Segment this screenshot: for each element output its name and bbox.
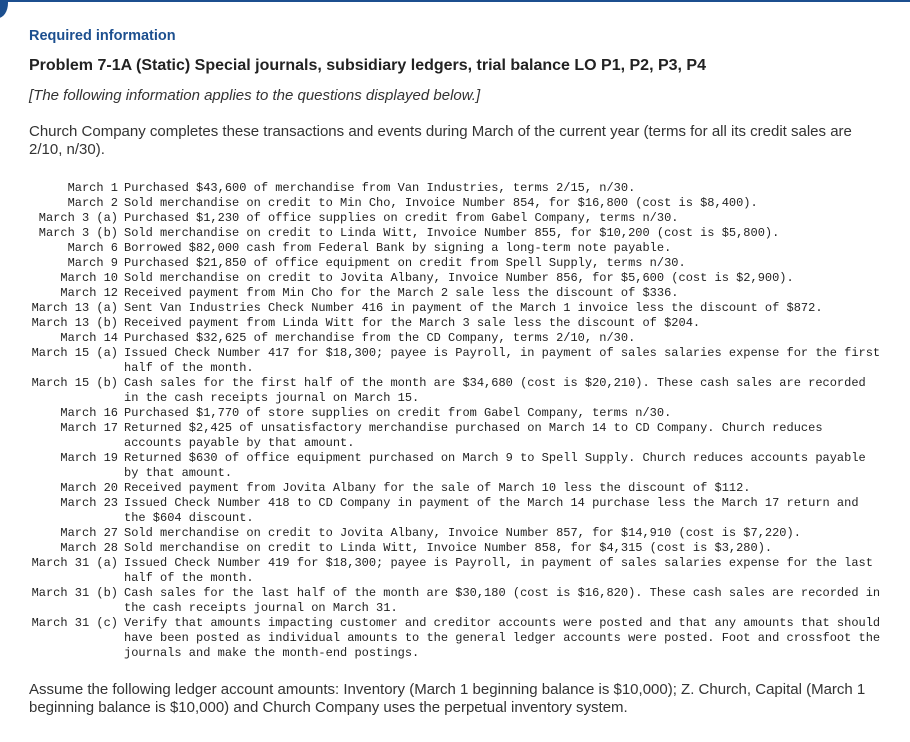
transaction-text: Verify that amounts impacting customer and creditor accounts were posted and that any amounts that should have been posted as individual amounts to the general ledger accounts were posted. Foot and crossfoot the journals and make the month-end postings.: [124, 616, 881, 660]
transaction-date: March 20: [60, 481, 118, 495]
transaction-text: Returned $2,425 of unsatisfactory merchandise purchased on March 14 to CD Company. Church reduces accounts payable by that amount.: [124, 421, 823, 450]
transaction-row: [24, 331, 884, 346]
transaction-text: Received payment from Jovita Albany for the sale of March 10 less the discount of $112.: [124, 481, 751, 495]
top-divider: [0, 0, 910, 2]
transaction-row: [24, 451, 884, 481]
transaction-text: Sold merchandise on credit to Min Cho, Invoice Number 854, for $16,800 (cost is $8,400).: [124, 196, 758, 210]
transaction-date: March 31 (b): [31, 586, 118, 600]
transaction-row: [24, 241, 884, 256]
transaction-row: [24, 376, 884, 406]
transaction-date: March 2: [67, 196, 118, 210]
transaction-text: Issued Check Number 419 for $18,300; payee is Payroll, in payment of sales salaries expense for the last half of the month.: [124, 556, 873, 585]
transaction-row: [24, 301, 884, 316]
transaction-text: Purchased $21,850 of office equipment on credit from Spell Supply, terms n/30.: [124, 256, 686, 270]
transaction-date: March 9: [67, 256, 118, 270]
transaction-text: Sold merchandise on credit to Jovita Albany, Invoice Number 857, for $14,910 (cost is $7,220).: [124, 526, 801, 540]
transaction-row: [24, 256, 884, 271]
required-information-heading: Required information: [29, 28, 176, 44]
transaction-text: Issued Check Number 417 for $18,300; payee is Payroll, in payment of sales salaries expense for the first half of the month.: [124, 346, 881, 375]
transaction-date: March 15 (a): [31, 346, 118, 360]
transaction-row: [24, 211, 884, 226]
transaction-text: Cash sales for the last half of the month are $30,180 (cost is $16,820). These cash sales are recorded in the cash receipts journal on March 31.: [124, 586, 881, 615]
transaction-text: Issued Check Number 418 to CD Company in payment of the March 14 purchase less the March 17 return and the $604 discount.: [124, 496, 859, 525]
transaction-row: [24, 406, 884, 421]
transaction-date: March 31 (c): [31, 616, 118, 630]
transaction-text: Purchased $1,770 of store supplies on credit from Gabel Company, terms n/30.: [124, 406, 672, 420]
transaction-date: March 16: [60, 406, 118, 420]
transaction-row: [24, 541, 884, 556]
transaction-date: March 3 (b): [38, 226, 118, 240]
transaction-date: March 17: [60, 421, 118, 435]
transaction-text: Sold merchandise on credit to Linda Witt, Invoice Number 855, for $10,200 (cost is $5,800).: [124, 226, 780, 240]
transaction-date: March 6: [67, 241, 118, 255]
transaction-text: Sold merchandise on credit to Jovita Albany, Invoice Number 856, for $5,600 (cost is $2,900).: [124, 271, 794, 285]
transaction-row: [24, 286, 884, 301]
transaction-text: Purchased $32,625 of merchandise from the CD Company, terms 2/10, n/30.: [124, 331, 636, 345]
transaction-text: Received payment from Min Cho for the March 2 sale less the discount of $336.: [124, 286, 679, 300]
transaction-row: [24, 586, 884, 616]
transaction-date: March 31 (a): [31, 556, 118, 570]
transaction-row: [24, 616, 884, 661]
transaction-row: [24, 526, 884, 541]
transaction-row: [24, 181, 884, 196]
intro-paragraph: Church Company completes these transactions and events during March of the current year (terms for all its credit sales are 2/10, n/30).: [29, 123, 852, 158]
transaction-text: Sent Van Industries Check Number 416 in payment of the March 1 invoice less the discount of $872.: [124, 301, 823, 315]
transaction-row: [24, 421, 884, 451]
ledger-assumptions-paragraph: Assume the following ledger account amounts: Inventory (March 1 beginning balance is $10,000); Z. Church, Capital (March 1 beginning balance is $10,000) and Church Company uses the perpetual inventory system.: [29, 681, 866, 716]
transaction-row: [24, 226, 884, 241]
transactions-table: [24, 181, 884, 661]
transaction-date: March 1: [67, 181, 118, 195]
transaction-row: [24, 346, 884, 376]
transaction-row: [24, 481, 884, 496]
info-note: [The following information applies to the questions displayed below.]: [29, 87, 481, 104]
transaction-date: March 3 (a): [38, 211, 118, 225]
transaction-text: Sold merchandise on credit to Linda Witt, Invoice Number 858, for $4,315 (cost is $3,280).: [124, 541, 773, 555]
problem-title: Problem 7-1A (Static) Special journals, subsidiary ledgers, trial balance LO P1, P2, P3, P4: [29, 57, 706, 74]
transaction-date: March 27: [60, 526, 118, 540]
transaction-text: Cash sales for the first half of the month are $34,680 (cost is $20,210). These cash sales are recorded in the cash receipts journal on March 15.: [124, 376, 866, 405]
transaction-text: Purchased $1,230 of office supplies on credit from Gabel Company, terms n/30.: [124, 211, 679, 225]
transaction-date: March 19: [60, 451, 118, 465]
transaction-row: [24, 271, 884, 286]
transaction-date: March 14: [60, 331, 118, 345]
transaction-date: March 23: [60, 496, 118, 510]
transaction-date: March 28: [60, 541, 118, 555]
question-badge: [0, 0, 8, 18]
transaction-row: [24, 556, 884, 586]
transaction-text: Returned $630 of office equipment purchased on March 9 to Spell Supply. Church reduces accounts payable by that amount.: [124, 451, 866, 480]
transaction-date: March 12: [60, 286, 118, 300]
transaction-date: March 15 (b): [31, 376, 118, 390]
transaction-text: Borrowed $82,000 cash from Federal Bank by signing a long-term note payable.: [124, 241, 672, 255]
transaction-date: March 13 (a): [31, 301, 118, 315]
transaction-date: March 10: [60, 271, 118, 285]
transaction-row: [24, 316, 884, 331]
transaction-date: March 13 (b): [31, 316, 118, 330]
transaction-row: [24, 196, 884, 211]
transaction-row: [24, 496, 884, 526]
transaction-text: Purchased $43,600 of merchandise from Van Industries, terms 2/15, n/30.: [124, 181, 636, 195]
transaction-text: Received payment from Linda Witt for the March 3 sale less the discount of $204.: [124, 316, 701, 330]
